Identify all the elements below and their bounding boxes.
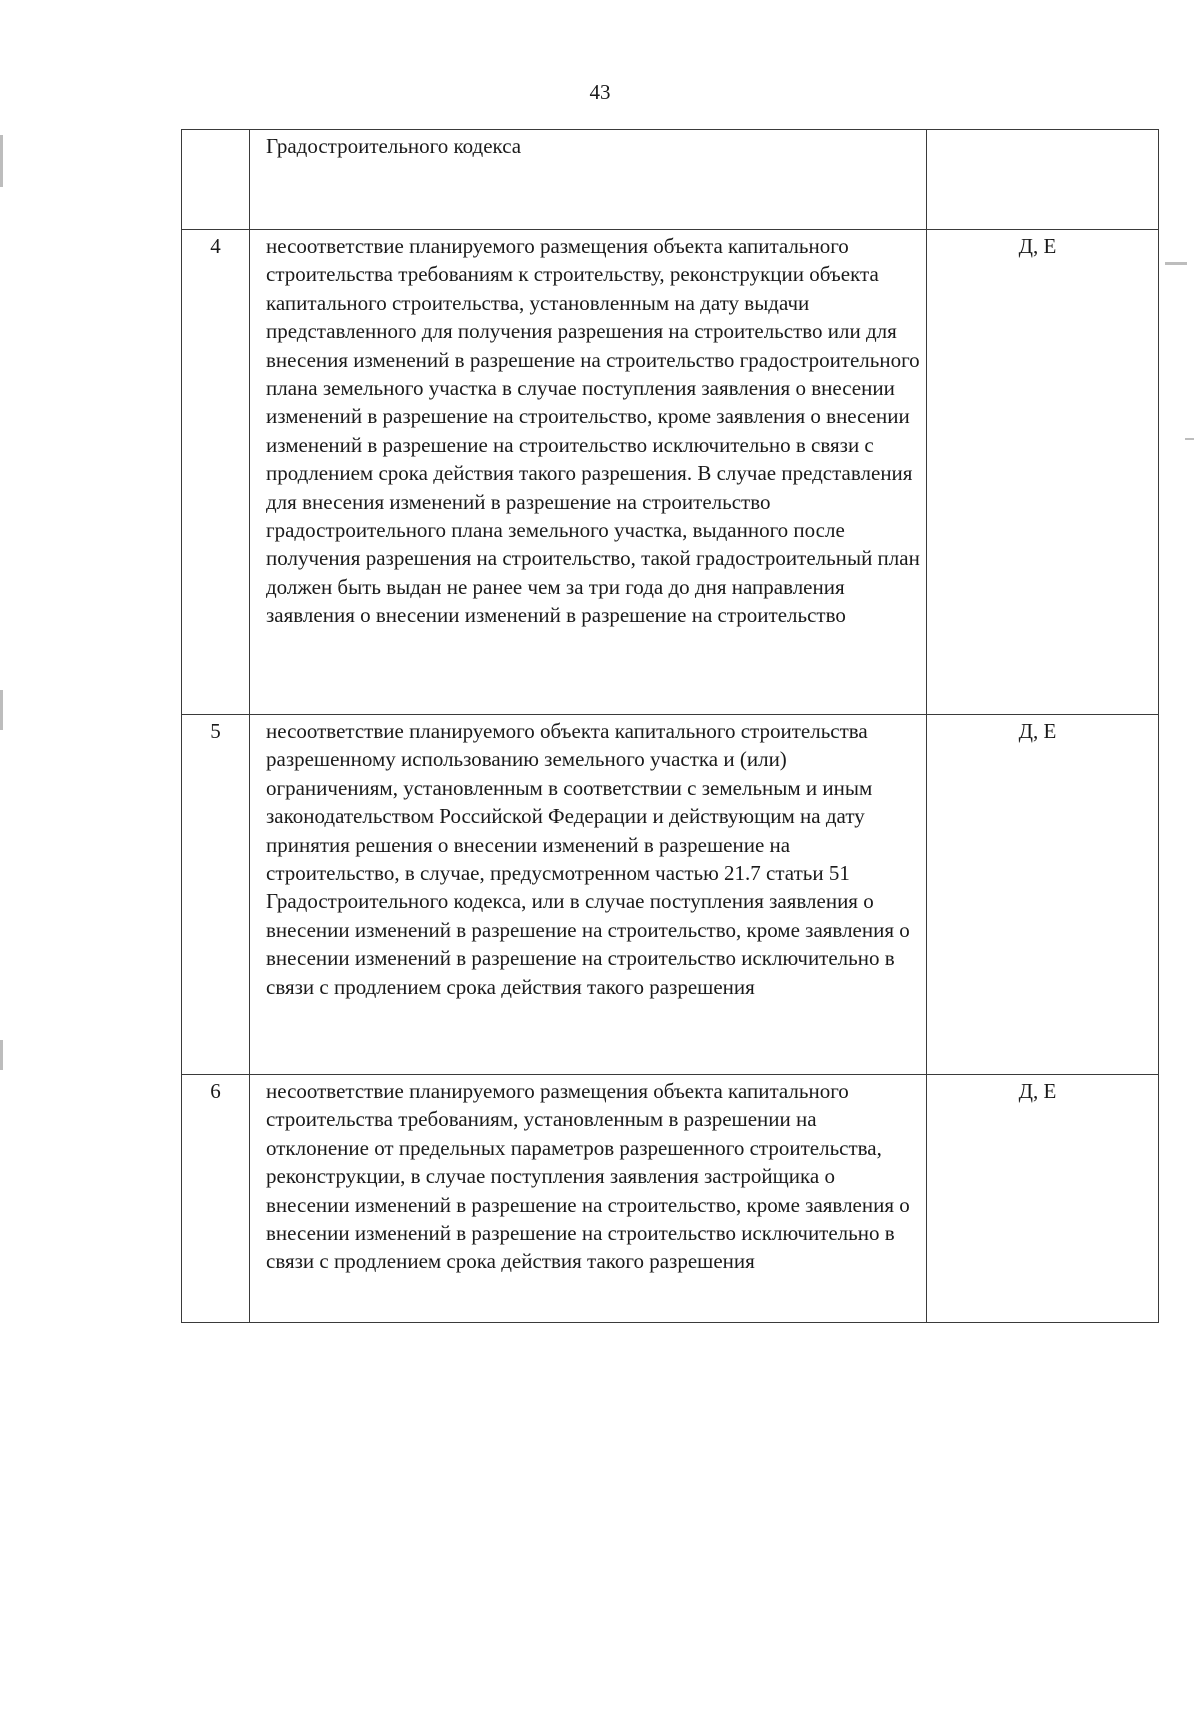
row-text-cell: несоответствие планируемого объекта капитального строительства разрешенному использованию земельного участка и (или) ограничениям, установленным в соответствии с земельным и иным законодательством Российской Федерации и действующим на дату принятия решения о внесении изменений в разрешение на строительство, в случае, предусмотренном частью 21.7 статьи 51 Градостроительного кодекса, или в случае поступления заявления о внесении изменений в разрешение на строительство, кроме заявления о внесении изменений в разрешение на строительство исключительно в связи с продлением срока действия такого разрешения [250, 715, 927, 1075]
row-number-cell [182, 130, 250, 230]
table-row [182, 230, 1159, 715]
row-text-cell: Градостроительного кодекса [250, 130, 927, 230]
scan-mark [0, 135, 3, 187]
row-text-cell: несоответствие планируемого размещения объекта капитального строительства требованиям к строительству, реконструкции объекта капитального строительства, установленным на дату выдачи представленного для получения разрешения на строительство или для внесения изменений в разрешение на строительство градостроительного плана земельного участка в случае поступления заявления о внесении изменений в разрешение на строительство, кроме заявления о внесении изменений в разрешение на строительство исключительно в связи с продлением срока действия такого разрешения. В случае представления для внесения изменений в разрешение на строительство градостроительного плана земельного участка, выданного после получения разрешения на строительство, такой градостроительный план должен быть выдан не ранее чем за три года до дня направления заявления о внесении изменений в разрешение на строительство [250, 230, 927, 715]
scan-mark [1185, 438, 1194, 440]
row-code-cell [927, 130, 1159, 230]
row-number-cell: 6 [182, 1075, 250, 1323]
scan-mark [1165, 262, 1187, 265]
scan-mark [0, 690, 3, 730]
row-code-cell: Д, Е [927, 715, 1159, 1075]
document-table [181, 129, 1159, 1323]
table-row [182, 130, 1159, 230]
row-number-cell: 5 [182, 715, 250, 1075]
scan-mark [0, 1040, 3, 1070]
row-text-cell: несоответствие планируемого размещения объекта капитального строительства требованиям, установленным в разрешении на отклонение от предельных параметров разрешенного строительства, реконструкции, в случае поступления заявления застройщика о внесении изменений в разрешение на строительство, кроме заявления о внесении изменений в разрешение на строительство исключительно в связи с продлением срока действия такого разрешения [250, 1075, 927, 1323]
row-code-cell: Д, Е [927, 1075, 1159, 1323]
row-code-cell: Д, Е [927, 230, 1159, 715]
table-row [182, 1075, 1159, 1323]
row-number-cell: 4 [182, 230, 250, 715]
table-row [182, 715, 1159, 1075]
page-number: 43 [589, 80, 611, 104]
